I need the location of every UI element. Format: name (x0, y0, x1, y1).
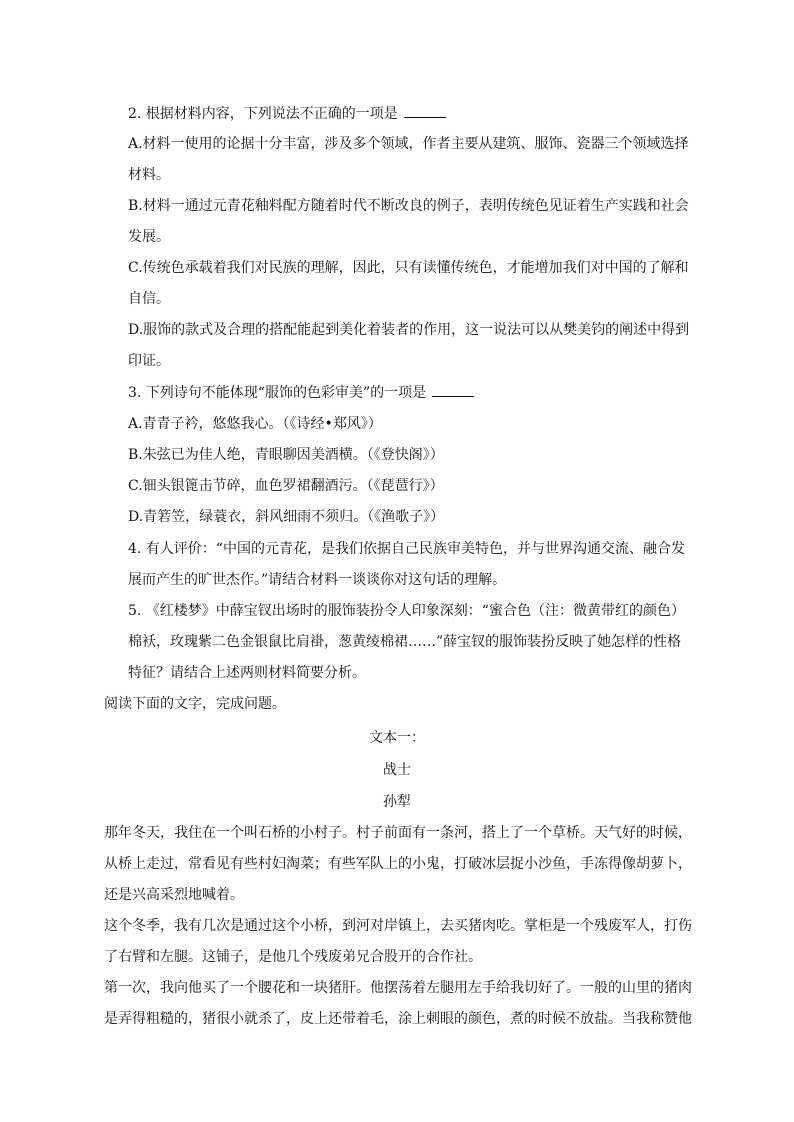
question-3-option-a: A.青青子衿，悠悠我心。（《诗经•郑风》） (128, 416, 382, 432)
question-2-option-a-cont: 材料。 (128, 167, 170, 183)
question-3-option-b: B.朱弦已为佳人绝，青眼聊因美酒横。（《登快阁》） (128, 447, 444, 463)
question-2-option-a: A.材料一使用的论据十分丰富，涉及多个领域，作者主要从建筑、服饰、瓷器三个领域选择 (128, 136, 689, 152)
question-2-stem-text: 2. 根据材料内容，下列说法不正确的一项是 (128, 106, 398, 122)
question-4-line-1: 4. 有人评价：“中国的元青花，是我们依据自己民族审美特色，并与世界沟通交流、融合发 (128, 541, 685, 557)
passage-p1-line-2: 从桥上走过，常看见有些村妇淘菜；有些军队上的小鬼，打破冰层捉小沙鱼，手冻得像胡萝卜， (104, 856, 692, 872)
question-4-line-2: 展而产生的旷世杰作。”请结合材料一谈谈你对这句话的理解。 (128, 572, 507, 588)
question-3-stem-text: 3. 下列诗句不能体现“服饰的色彩审美”的一项是 (128, 385, 427, 401)
text-title: 战士 (383, 762, 411, 778)
question-2-option-d: D.服饰的款式及合理的搭配能起到美化着装者的作用，这一说法可以从樊美钧的阐述中得到 (128, 322, 690, 338)
question-2-option-c-cont: 自信。 (128, 291, 170, 307)
answer-blank (404, 105, 446, 118)
passage-p1-line-3: 还是兴高采烈地喊着。 (104, 887, 244, 903)
question-2-stem (128, 104, 446, 124)
passage-p3-line-1: 第一次，我向他买了一个腰花和一块猪肝。他摆荡着左腿用左手给我切好了。一般的山里的猪肉 (104, 980, 692, 996)
text-author: 孙犁 (383, 794, 411, 810)
answer-blank (432, 384, 474, 397)
passage-p1-line-1: 那年冬天，我住在一个叫石桥的小村子。村子前面有一条河，搭上了一个草桥。天气好的时候， (104, 825, 692, 841)
text-label: 文本一： (369, 730, 425, 746)
question-2-option-c: C.传统色承载着我们对民族的理解，因此，只有读懂传统色，才能增加我们对中国的了解和 (128, 260, 689, 276)
question-5-line-2: 棉袄，玫瑰紫二色金银鼠比肩褂，葱黄绫棉裙……”薛宝钗的服饰装扮反映了她怎样的性格 (128, 634, 682, 650)
question-2-option-b-cont: 发展。 (128, 229, 170, 245)
question-2-option-d-cont: 印证。 (128, 353, 170, 369)
passage-p2-line-2: 了右臂和左腿。这铺子，是他几个残废弟兄合股开的合作社。 (104, 949, 482, 965)
question-3-stem (128, 383, 474, 403)
reading-instruction: 阅读下面的文字，完成问题。 (104, 696, 286, 712)
question-5-line-1: 5. 《红楼梦》中薛宝钗出场时的服饰装扮令人印象深刻：“蜜合色（注：微黄带红的颜色） (128, 603, 685, 619)
passage-p3-line-2: 是弄得粗糙的，猪很小就杀了，皮上还带着毛，涂上刺眼的颜色，煮的时候不放盐。当我称赞他 (104, 1011, 692, 1027)
passage-p2-line-1: 这个冬季，我有几次是通过这个小桥，到河对岸镇上，去买猪肉吃。掌柜是一个残废军人，打伤 (104, 918, 692, 934)
question-2-option-b: B.材料一通过元青花釉料配方随着时代不断改良的例子，表明传统色见证着生产实践和社会 (128, 198, 689, 214)
question-5-line-3: 特征？请结合上述两则材料简要分析。 (128, 665, 366, 681)
question-3-option-d: D.青箬笠，绿蓑衣，斜风细雨不须归。（《渔歌子》） (128, 509, 445, 525)
question-3-option-c: C.钿头银篦击节碎，血色罗裙翻酒污。（《琵琶行》） (128, 478, 444, 494)
